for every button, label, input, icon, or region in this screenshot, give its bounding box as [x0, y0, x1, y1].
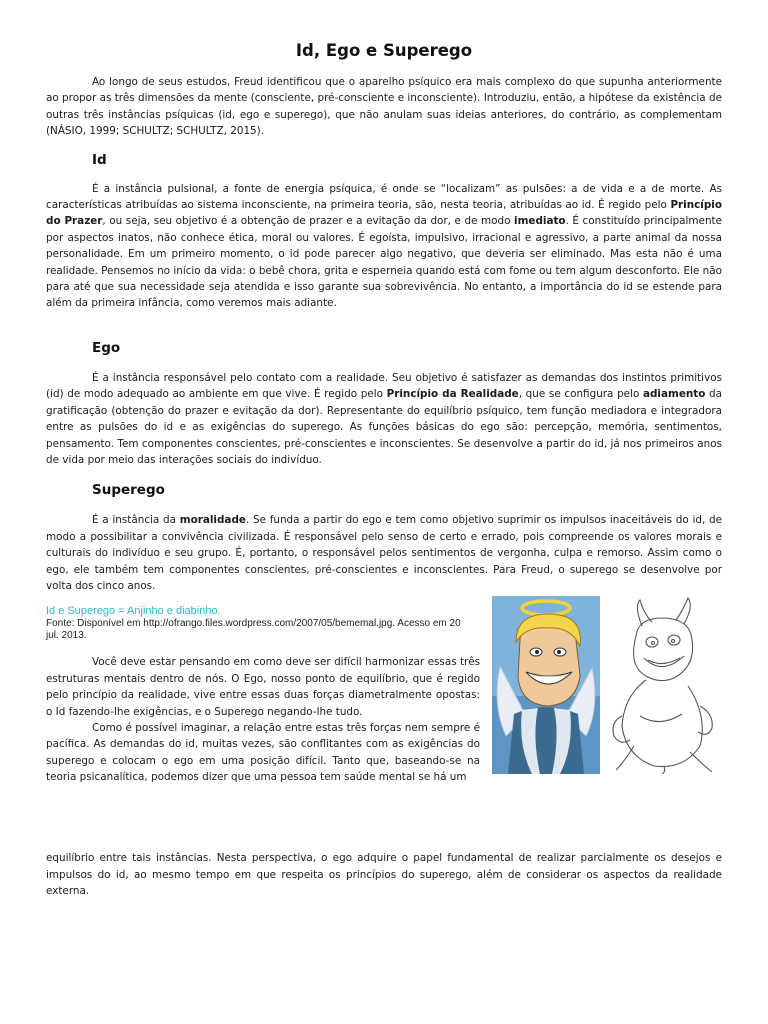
id-bold-1: Princípio do Prazer — [46, 199, 722, 228]
ego-section — [46, 338, 722, 468]
id-text-3: . É constituído principalmente por aspectos inatos, não conhece ética, moral ou valores. É egoísta, impulsivo, irracional e agressivo, a parte animal da nossa personalidade. Em um primeiro momento, o id pode parecer algo negativo, que deveria ser eliminado. Mas esta não é uma realidade. Pensemos no início da vida: o bebê chora, grita e esperneia quando está com fome ou tem algum desconforto. Ele não para até que sua necessidade seja atendida e isso garante sua sobrevivência. No entanto, a importância do id se estende para além da primeira infância, como veremos mais adiante. — [46, 215, 722, 310]
ego-paragraph — [46, 370, 722, 468]
closing-text — [46, 654, 722, 785]
caption-title: Id e Superego = Anjinho e diabinho. — [46, 605, 221, 618]
superego-heading: Superego — [92, 482, 165, 499]
ego-text-1: É a instância responsável pelo contato com a realidade. Seu objetivo é satisfazer as demandas dos instintos primitivos (id) de modo adequado ao ambiente em que vive. É regido pelo — [46, 371, 722, 401]
figure-caption — [46, 604, 466, 642]
ego-heading: Ego — [92, 339, 121, 356]
ego-bold-2: adiamento — [642, 388, 706, 401]
superego-section — [46, 480, 722, 594]
superego-text-1: É a instância da — [92, 514, 180, 527]
id-paragraph — [46, 181, 722, 312]
id-text-1: É a instância pulsional, a fonte de energia psíquica, é onde se “localizam” as pulsões: a de vida e a de morte. As características atribuídas ao sistema inconsciente, na primeira teoria, são, nesta teoria, atribuídas ao id. É regido pelo — [46, 182, 722, 212]
id-heading: Id — [92, 151, 107, 168]
figure-block — [46, 604, 722, 814]
page-title: Id, Ego e Superego — [295, 41, 473, 60]
document-page — [46, 40, 722, 900]
superego-text-2: . Se funda a partir do ego e tem como objetivo suprimir os impulsos inaceitáveis do id, de modo a possibilitar a convivência civilizada. É responsável pelo senso de certo e errado, pois compreende os valores morais e culturais do indivíduo e seu grupo. É, portanto, o responsável pelos sentimentos de vergonha, culpa e remorso. Assim como o ego, ele também tem componentes conscientes, pré-conscientes e inconscientes. Para Freud, o superego se desenvolve por volta dos cinco anos. — [46, 514, 722, 592]
closing-paragraph-2a: Como é possível imaginar, a relação entre estas três forças nem sempre é pacífica. As demandas do id, muitas vezes, são conflitantes com as exigências do superego e colocam o ego em uma posição difícil. Tanto que, baseando-se na teoria psicanalítica, podemos dizer que uma pessoa tem saúde mental se há um — [46, 721, 480, 784]
ego-bold-1: Princípio da Realidade — [386, 388, 519, 401]
superego-bold-1: moralidade — [179, 514, 246, 527]
superego-paragraph — [46, 512, 722, 594]
id-text-2: , ou seja, seu objetivo é a obtenção de prazer e a evitação da dor, e de modo — [102, 215, 515, 228]
ego-text-2: , que se configura pelo — [518, 388, 643, 401]
intro-paragraph: Ao longo de seus estudos, Freud identificou que o aparelho psíquico era mais complexo do que supunha anteriormente ao propor as três dimensões da mente (consciente, pré-consciente e inconsciente). Introduziu, então, a hipótese da existência de outras três instâncias psíquicas (id, ego e superego), que não anulam suas ideias anteriores, do contrário, as complementam (NÁSIO, 1999; SCHULTZ; SCHULTZ, 2015). — [46, 76, 722, 138]
caption-source: Fonte: Disponível em http://ofrango.files.wordpress.com/2007/05/bememal.jpg. Acesso em 20 jul. 2013. — [46, 618, 461, 642]
closing-paragraph-1: Você deve estar pensando em como deve ser difícil harmonizar essas três estruturas mentais dentro de nós. O Ego, nosso ponto de equilíbrio, que é regido pelo princípio da realidade, vive entre essas duas forças diametralmente opostas: o Id fazendo-lhe exigências, e o Superego negando-lhe tudo. — [46, 656, 480, 718]
id-section — [46, 150, 722, 312]
ego-text-3: da gratificação (obtenção do prazer e evitação da dor). Representante do equilíbrio psíquico, tem função mediadora e integradora entre as pulsões do id e as exigências do superego. As funções básicas do ego são: percepção, memória, sentimentos, pensamento. Tem componentes conscientes, pré-conscientes e inconscientes. Se desenvolve a partir do id, já nos primeiros anos de vida por meio das interações sociais do indivíduo. — [46, 388, 723, 466]
closing-paragraph-2b: equilíbrio entre tais instâncias. Nesta perspectiva, o ego adquire o papel fundamental de realizar parcialmente os desejos e impulsos do id, ao mesmo tempo em que respeita os princípios do superego, além de considerar os aspectos da realidade externa. — [46, 852, 722, 898]
id-bold-2: imediato — [514, 215, 566, 228]
intro-section — [46, 74, 722, 140]
